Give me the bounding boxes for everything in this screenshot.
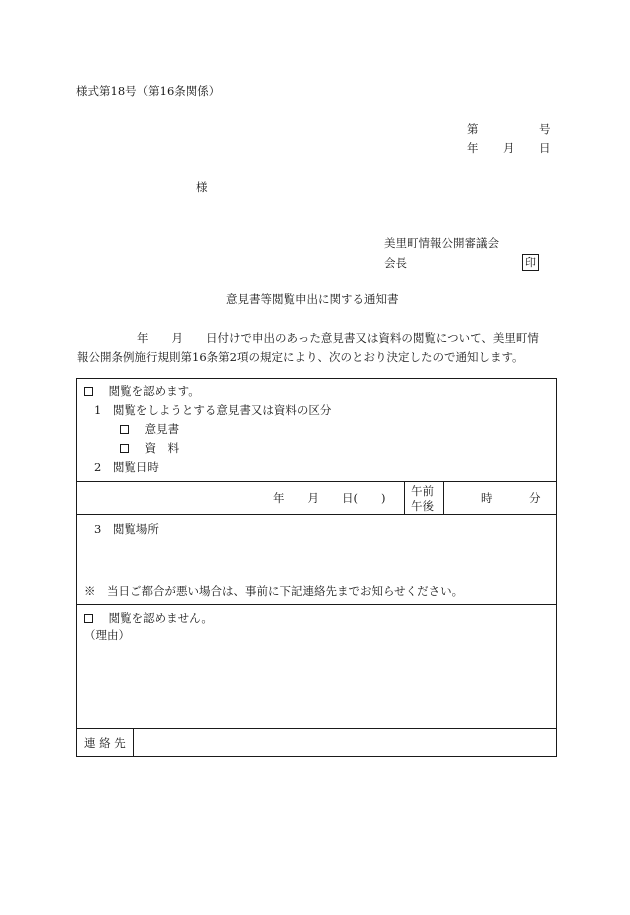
approve-row[interactable]: [84, 384, 200, 398]
sender-title: 会長: [384, 256, 407, 270]
form-number: 様式第18号（第16条関係）: [76, 84, 221, 98]
divider: [133, 728, 134, 756]
contact-field[interactable]: [137, 731, 551, 753]
option-material-row[interactable]: [120, 441, 179, 455]
body-line-2: 報公開条例施行規則第16条第2項の規定により、次のとおり決定したので通知します。: [77, 350, 524, 364]
doc-number-prefix: 第: [467, 122, 479, 136]
material-checkbox[interactable]: [120, 444, 129, 453]
divider: [77, 481, 556, 482]
deny-row[interactable]: [84, 611, 213, 625]
deny-reason: （理由）: [84, 628, 130, 642]
decision-form: [76, 378, 557, 757]
option-opinion-row[interactable]: [120, 422, 179, 436]
notice-note: ※ 当日ご都合が悪い場合は、事前に下記連絡先までお知らせください。: [84, 584, 464, 598]
approve-checkbox[interactable]: [84, 387, 93, 396]
approve-label: 閲覧を認めます。: [108, 384, 200, 398]
contact-label: 連 絡 先: [84, 736, 126, 750]
deny-checkbox[interactable]: [84, 614, 93, 623]
seal-stamp: 印: [522, 254, 539, 271]
deny-label: 閲覧を認めません。: [108, 611, 213, 625]
sender-org: 美里町情報公開審議会: [384, 236, 499, 250]
item-place: 3 閲覧場所: [94, 522, 159, 536]
viewing-date-field: 年 月 日( ): [273, 491, 386, 505]
option-opinion-label: 意見書: [144, 422, 180, 436]
item-datetime: 2 閲覧日時: [94, 460, 159, 474]
divider: [77, 514, 556, 515]
item-category: 1 閲覧をしようとする意見書又は資料の区分: [94, 403, 332, 417]
date-day: 日: [539, 141, 551, 155]
doc-number-suffix: 号: [539, 122, 551, 136]
addressee-suffix: 様: [196, 180, 208, 194]
divider: [443, 481, 444, 514]
document-title: 意見書等閲覧申出に関する通知書: [226, 292, 399, 306]
option-material-label: 資 料: [144, 441, 180, 455]
ampm-am: 午前: [411, 484, 434, 498]
opinion-checkbox[interactable]: [120, 425, 129, 434]
date-month: 月: [503, 141, 515, 155]
ampm-pm: 午後: [411, 499, 434, 513]
hour-label: 時: [481, 491, 493, 505]
minute-label: 分: [529, 491, 541, 505]
divider: [77, 728, 556, 729]
body-line-1: 年 月 日付けで申出のあった意見書又は資料の閲覧について、美里町情: [137, 331, 539, 345]
date-year: 年: [467, 141, 479, 155]
divider: [77, 604, 556, 605]
divider: [404, 481, 405, 514]
